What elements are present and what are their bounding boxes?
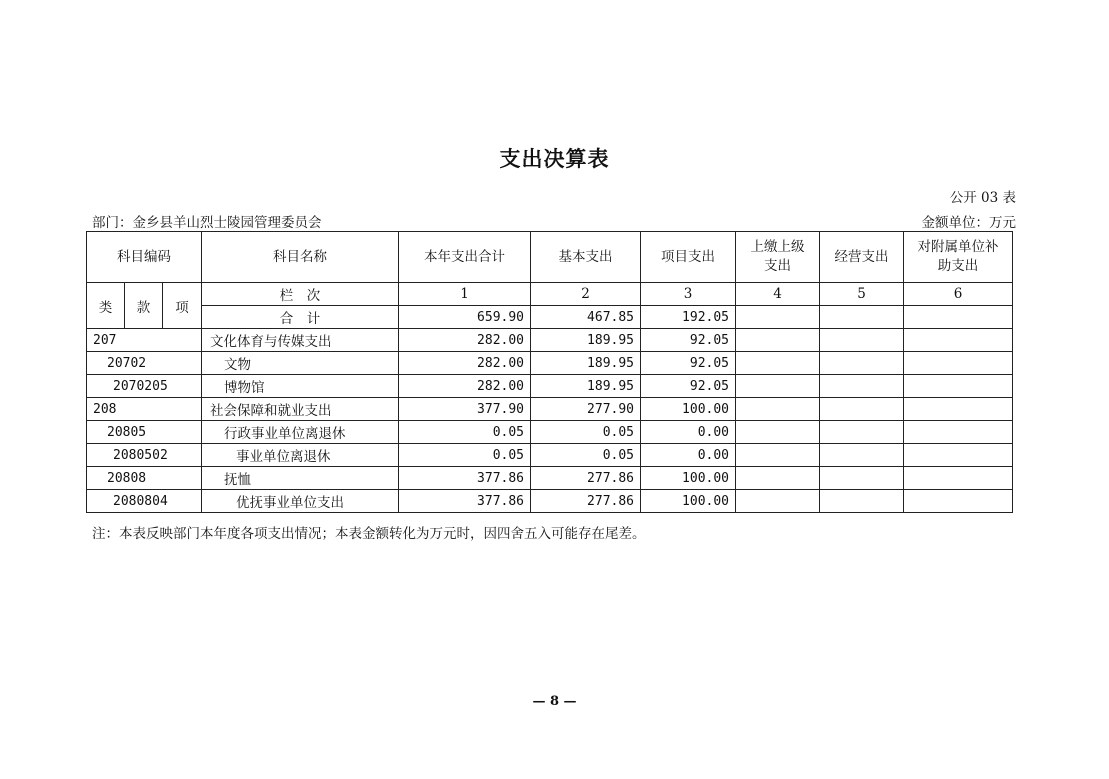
row-business — [820, 398, 904, 421]
header-project: 项目支出 — [641, 232, 736, 283]
row-code: 20805 — [87, 421, 202, 444]
header-upper-line2: 支出 — [764, 258, 792, 274]
total-amount: 659.90 — [399, 306, 531, 329]
header-business: 经营支出 — [820, 232, 904, 283]
row-project: 92.05 — [641, 329, 736, 352]
row-code: 2080804 — [87, 490, 202, 513]
header-subsidy-line1: 对附属单位补 — [917, 239, 999, 255]
row-name: 文物 — [202, 352, 399, 375]
row-project: 100.00 — [641, 467, 736, 490]
row-basic: 189.95 — [531, 329, 641, 352]
row-code: 207 — [87, 329, 202, 352]
row-project: 0.00 — [641, 421, 736, 444]
row-business — [820, 444, 904, 467]
row-code: 20702 — [87, 352, 202, 375]
header-name: 科目名称 — [202, 232, 399, 283]
header-code: 科目编码 — [87, 232, 202, 283]
row-name: 博物馆 — [202, 375, 399, 398]
total-business — [820, 306, 904, 329]
table-row — [87, 352, 1013, 375]
row-upper — [736, 444, 820, 467]
row-name: 事业单位离退休 — [202, 444, 399, 467]
header-total: 本年支出合计 — [399, 232, 531, 283]
header-section: 款 — [125, 283, 163, 329]
row-basic: 189.95 — [531, 352, 641, 375]
total-subsidy — [904, 306, 1013, 329]
row-basic: 189.95 — [531, 375, 641, 398]
row-upper — [736, 375, 820, 398]
row-code: 2070205 — [87, 375, 202, 398]
header-item: 项 — [163, 283, 202, 329]
header-row — [87, 232, 1013, 283]
row-name: 社会保障和就业支出 — [202, 398, 399, 421]
table-row — [87, 375, 1013, 398]
row-subsidy — [904, 352, 1013, 375]
row-basic: 0.05 — [531, 421, 641, 444]
row-total: 282.00 — [399, 329, 531, 352]
row-subsidy — [904, 398, 1013, 421]
header-upper-line1: 上缴上级 — [750, 239, 805, 255]
row-upper — [736, 398, 820, 421]
column-number-3: 3 — [641, 283, 736, 306]
row-upper — [736, 467, 820, 490]
row-subsidy — [904, 444, 1013, 467]
row-total: 377.86 — [399, 467, 531, 490]
row-total: 282.00 — [399, 375, 531, 398]
table-row — [87, 467, 1013, 490]
header-subsidy-line2: 助支出 — [937, 258, 979, 274]
row-business — [820, 352, 904, 375]
row-total: 377.86 — [399, 490, 531, 513]
table-row — [87, 398, 1013, 421]
row-code: 2080502 — [87, 444, 202, 467]
row-business — [820, 421, 904, 444]
row-subsidy — [904, 490, 1013, 513]
page-number: — 8 — — [532, 694, 577, 709]
header-subsidy — [904, 232, 1013, 283]
document-title: 支出决算表 — [499, 146, 610, 171]
row-name: 优抚事业单位支出 — [202, 490, 399, 513]
row-total: 377.90 — [399, 398, 531, 421]
row-project: 100.00 — [641, 490, 736, 513]
row-business — [820, 329, 904, 352]
column-number-2: 2 — [531, 283, 641, 306]
row-project: 100.00 — [641, 398, 736, 421]
header-basic: 基本支出 — [531, 232, 641, 283]
row-project: 0.00 — [641, 444, 736, 467]
table-row — [87, 490, 1013, 513]
total-basic: 467.85 — [531, 306, 641, 329]
table-note: 注：本表反映部门本年度各项支出情况；本表金额转化为万元时，因四舍五入可能存在尾差。 — [92, 526, 646, 542]
row-business — [820, 375, 904, 398]
row-basic: 277.86 — [531, 490, 641, 513]
header-class: 类 — [87, 283, 125, 329]
row-subsidy — [904, 329, 1013, 352]
row-total: 0.05 — [399, 421, 531, 444]
department-label: 部门：金乡县羊山烈士陵园管理委员会 — [92, 215, 322, 231]
row-upper — [736, 329, 820, 352]
row-subsidy — [904, 421, 1013, 444]
column-number-label: 栏 次 — [202, 283, 399, 306]
column-number-4: 4 — [736, 283, 820, 306]
expenditure-table — [86, 231, 1013, 513]
row-upper — [736, 490, 820, 513]
row-business — [820, 467, 904, 490]
column-number-6: 6 — [904, 283, 1013, 306]
row-upper — [736, 352, 820, 375]
row-basic: 277.90 — [531, 398, 641, 421]
form-code: 公开 03 表 — [949, 190, 1016, 206]
row-basic: 277.86 — [531, 467, 641, 490]
row-total: 0.05 — [399, 444, 531, 467]
total-upper — [736, 306, 820, 329]
column-number-1: 1 — [399, 283, 531, 306]
amount-unit-label: 金额单位：万元 — [921, 215, 1016, 231]
row-name: 抚恤 — [202, 467, 399, 490]
total-project: 192.05 — [641, 306, 736, 329]
table-row — [87, 444, 1013, 467]
row-subsidy — [904, 375, 1013, 398]
row-basic: 0.05 — [531, 444, 641, 467]
row-business — [820, 490, 904, 513]
total-label: 合 计 — [202, 306, 399, 329]
row-subsidy — [904, 467, 1013, 490]
row-upper — [736, 421, 820, 444]
row-name: 文化体育与传媒支出 — [202, 329, 399, 352]
header-upper — [736, 232, 820, 283]
row-code: 208 — [87, 398, 202, 421]
table-row — [87, 421, 1013, 444]
row-code: 20808 — [87, 467, 202, 490]
table-row — [87, 329, 1013, 352]
row-project: 92.05 — [641, 352, 736, 375]
column-number-row — [87, 283, 1013, 306]
total-row — [87, 306, 1013, 329]
column-number-5: 5 — [820, 283, 904, 306]
row-name: 行政事业单位离退休 — [202, 421, 399, 444]
row-project: 92.05 — [641, 375, 736, 398]
row-total: 282.00 — [399, 352, 531, 375]
